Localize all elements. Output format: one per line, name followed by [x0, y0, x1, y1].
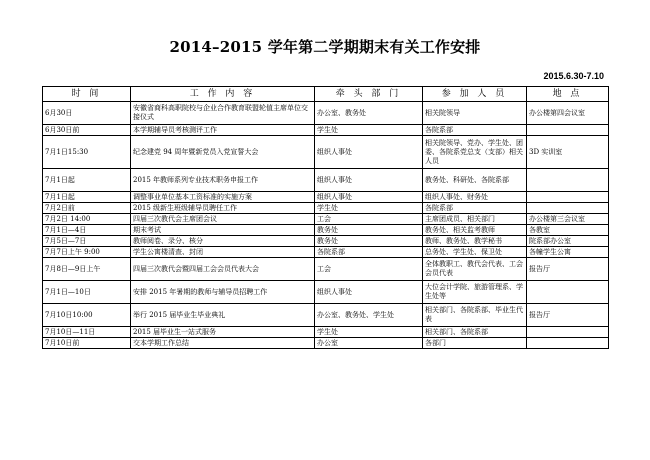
cell-location: 各教室: [527, 225, 609, 236]
cell-lead-dept: 各院系部: [315, 247, 423, 258]
cell-content: 期末考试: [131, 225, 315, 236]
cell-location: [527, 169, 609, 192]
cell-location: 报告厅: [527, 258, 609, 281]
cell-participants: 教师、教务处、教学秘书: [423, 236, 527, 247]
cell-lead-dept: 组织人事处: [315, 169, 423, 192]
cell-content: 教师阅卷、录分、核分: [131, 236, 315, 247]
table-row: [43, 192, 609, 203]
cell-lead-dept: 办公室: [315, 338, 423, 349]
cell-time: 6月30日前: [43, 125, 131, 136]
header-participants: 参 加 人 员: [423, 87, 527, 102]
cell-location: [527, 327, 609, 338]
table-row: [43, 102, 609, 125]
cell-time: 7月2日 14:00: [43, 214, 131, 225]
table-row: [43, 281, 609, 304]
cell-location: 办公楼第四会议室: [527, 102, 609, 125]
cell-time: 7月1日起: [43, 169, 131, 192]
cell-content: 2015 级新生班级辅导员聘任工作: [131, 203, 315, 214]
schedule-table: [42, 86, 609, 349]
cell-participants: 教务处、科研处、各院系部: [423, 169, 527, 192]
cell-content: 2015 年教师系列专业技术职务申报工作: [131, 169, 315, 192]
cell-content: 交本学期工作总结: [131, 338, 315, 349]
cell-lead-dept: 学生处: [315, 203, 423, 214]
table-row: [43, 304, 609, 327]
cell-content: 2015 届毕业生一站式服务: [131, 327, 315, 338]
cell-participants: 全体教职工、教代会代表、工会会员代表: [423, 258, 527, 281]
cell-participants: 相关部门、各院系部、毕业生代表: [423, 304, 527, 327]
cell-content: 本学期辅导员考核测评工作: [131, 125, 315, 136]
cell-location: [527, 338, 609, 349]
header-time: 时 间: [43, 87, 131, 102]
cell-time: 7月1日15:30: [43, 136, 131, 169]
cell-lead-dept: 教务处: [315, 236, 423, 247]
cell-content: 四届三次教代会主席团会议: [131, 214, 315, 225]
header-location: 地 点: [527, 87, 609, 102]
cell-lead-dept: 组织人事处: [315, 281, 423, 304]
table-row: [43, 258, 609, 281]
cell-location: 报告厅: [527, 304, 609, 327]
cell-participants: 各院系部: [423, 125, 527, 136]
cell-content: 调整事业单位基本工资标准的实施方案: [131, 192, 315, 203]
cell-participants: 各部门: [423, 338, 527, 349]
cell-location: [527, 192, 609, 203]
cell-lead-dept: 办公室、教务处、学生处: [315, 304, 423, 327]
date-range: 2015.6.30-7.10: [543, 71, 604, 81]
cell-lead-dept: 学生处: [315, 327, 423, 338]
cell-location: [527, 125, 609, 136]
table-row: [43, 338, 609, 349]
cell-location: [527, 203, 609, 214]
cell-time: 7月5日—7日: [43, 236, 131, 247]
cell-time: 7月1日起: [43, 192, 131, 203]
cell-lead-dept: 办公室、教务处: [315, 102, 423, 125]
table-row: [43, 125, 609, 136]
cell-content: 举行 2015 届毕业生毕业典礼: [131, 304, 315, 327]
cell-participants: 相关院领导、党办、学生处、团委、各院系党总支（支部）相关人员: [423, 136, 527, 169]
cell-content: 安排 2015 年暑期的教师与辅导员招聘工作: [131, 281, 315, 304]
cell-participants: 相关院领导: [423, 102, 527, 125]
table-row: [43, 327, 609, 338]
table-row: [43, 247, 609, 258]
cell-lead-dept: 组织人事处: [315, 192, 423, 203]
header-content: 工 作 内 容: [131, 87, 315, 102]
cell-participants: 教务处、相关监考教师: [423, 225, 527, 236]
cell-participants: 主席团成员、相关部门: [423, 214, 527, 225]
cell-time: 7月8日—9日上午: [43, 258, 131, 281]
cell-time: 7月1日—4日: [43, 225, 131, 236]
cell-location: 办公楼第三会议室: [527, 214, 609, 225]
cell-lead-dept: 工会: [315, 214, 423, 225]
cell-participants: 相关部门、各院系部: [423, 327, 527, 338]
document-title: 2014–2015 学年第二学期期末有关工作安排: [169, 38, 481, 56]
cell-time: 7月2日前: [43, 203, 131, 214]
cell-location: [527, 281, 609, 304]
table-row: [43, 136, 609, 169]
table-header-row: [43, 87, 609, 102]
cell-time: 7月10日10:00: [43, 304, 131, 327]
cell-time: 7月1日—10日: [43, 281, 131, 304]
table-row: [43, 236, 609, 247]
cell-location: 院系部办公室: [527, 236, 609, 247]
cell-lead-dept: 工会: [315, 258, 423, 281]
table-row: [43, 169, 609, 192]
header-lead-dept: 牵 头 部 门: [315, 87, 423, 102]
table-row: [43, 225, 609, 236]
cell-location: 3D 实训室: [527, 136, 609, 169]
cell-time: 7月7日上午 9:00: [43, 247, 131, 258]
cell-content: 安徽省商科高职院校与企业合作教育联盟轮值主席单位交接仪式: [131, 102, 315, 125]
cell-content: 四届三次教代会暨四届工会会员代表大会: [131, 258, 315, 281]
cell-location: 各幢学生公寓: [527, 247, 609, 258]
cell-participants: 大位会计学院、旅游管理系、学生处等: [423, 281, 527, 304]
cell-lead-dept: 组织人事处: [315, 136, 423, 169]
cell-participants: 总务处、学生处、保卫处: [423, 247, 527, 258]
cell-time: 7月10日—11日: [43, 327, 131, 338]
cell-time: 7月10日前: [43, 338, 131, 349]
cell-participants: 组织人事处、财务处: [423, 192, 527, 203]
cell-participants: 各院系部: [423, 203, 527, 214]
cell-lead-dept: 教务处: [315, 225, 423, 236]
cell-lead-dept: 学生处: [315, 125, 423, 136]
cell-content: 学生公寓楼清查、封闭: [131, 247, 315, 258]
cell-content: 纪念建党 94 周年暨新党员入党宣誓大会: [131, 136, 315, 169]
table-row: [43, 214, 609, 225]
table-row: [43, 203, 609, 214]
cell-time: 6月30日: [43, 102, 131, 125]
